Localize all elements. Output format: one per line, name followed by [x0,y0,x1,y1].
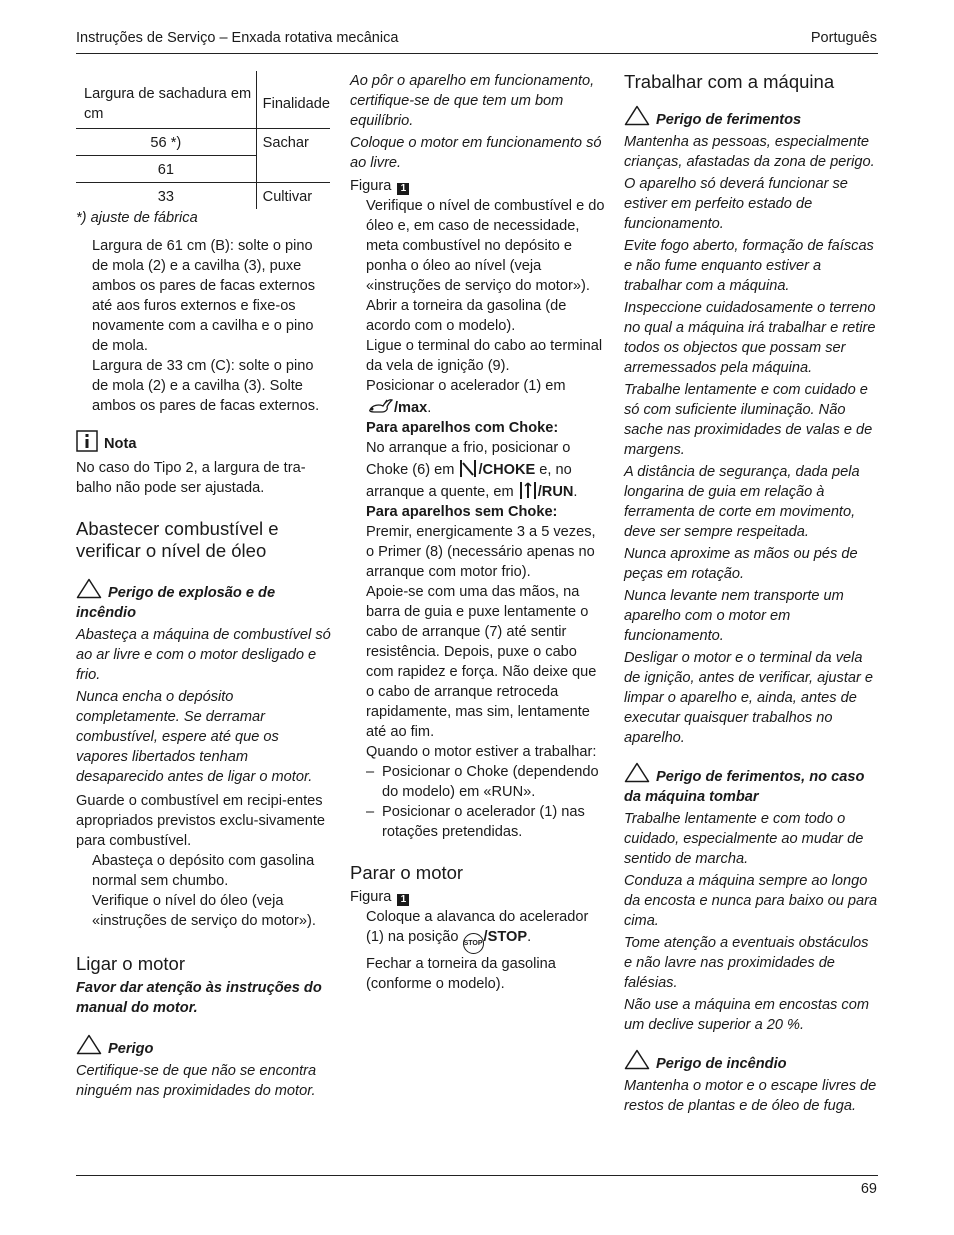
warning-heading [76,578,332,623]
warning-text: Evite fogo aberto, formação de faíscas e não fume enquanto estiver a trabalhar com a máquina. [624,238,874,294]
note-title: Nota [104,436,137,452]
run-word: /RUN [537,484,574,500]
paragraph: Largura de 61 cm (B): solte o pino de mola (2) e a cavilha (3), puxe ambos os pares de facas externos até aos furos externos e fixe-os novamente com a cavilha e o pino de mola. [92,238,316,354]
note-text: No caso do Tipo 2, a largura de tra-balho não pode ser ajustada. [76,460,306,496]
table-header-purpose: Finalidade [256,71,330,128]
warning-text: Conduza a máquina sempre ao longo da encosta e nunca para baixo ou para cima. [624,873,878,929]
warning-triangle-icon [624,1049,650,1070]
figure-number: 1 [397,183,409,195]
table-header-width: Largura de sachadura em cm [76,71,256,128]
figure-ref [350,887,606,907]
italic-text: Ao pôr o aparelho em funcionamento, certifique-se de que tem um bom equilíbrio. [350,73,595,129]
table-cell: 61 [76,155,256,182]
table-cell: Sachar [256,128,330,182]
figure-label: Figura [350,178,392,194]
warning-text: Mantenha o motor e o escape livres de restos de plantas e de óleo de fuga. [624,1078,877,1114]
warning-triangle-icon [624,105,650,126]
header-rule [76,53,878,54]
warning-title: Perigo de incêndio [656,1056,787,1072]
step: Posicionar o acelerador (1) em /max. [366,378,566,416]
warning-heading [624,105,880,130]
choke-icon [458,458,478,478]
paragraph: Guarde o combustível em recipi-entes apropriados previstos exclu-sivamente para combustível. [76,793,326,849]
section-heading-stop: Parar o motor [350,862,464,883]
warning-text: Trabalhe lentamente e com todo o cuidado, especialmente ao mudar de sentido de marcha. [624,811,864,867]
list-item: – Posicionar o Choke (dependendo do modelo) em «RUN». [350,762,606,802]
paragraph: Verifique o nível do óleo (veja «instruções de serviço do motor»). [92,893,316,929]
choke-heading: Para aparelhos com Choke: [366,420,559,436]
warning-heading [624,762,880,807]
note-heading [76,430,332,454]
list-item: – Posicionar o acelerador (1) nas rotações pretendidas. [350,802,606,842]
step-text: Posicionar o acelerador (1) em [366,378,566,394]
start-note: Favor dar atenção às instruções do manual do motor. [76,980,322,1016]
table-cell: 56 *) [76,128,256,155]
section-heading-fuel: Abastecer combustível e verificar o nível de óleo [76,518,279,561]
max-label: /max [394,400,428,416]
info-icon [76,430,98,452]
figure-number: 1 [397,894,409,906]
table-cell: 33 [157,188,174,205]
choke-word: /CHOKE [478,462,536,478]
nochoke-heading: Para aparelhos sem Choke: [366,504,558,520]
warning-text: Nunca levante nem transporte um aparelho com o motor em funcionamento. [624,588,844,644]
warning-text: Nunca aproxime as mãos ou pés de peças em rotação. [624,546,858,582]
section-heading-work: Trabalhar com a máquina [624,71,835,92]
list-item-text: Posicionar o Choke (dependendo do modelo) em «RUN». [382,764,599,800]
nochoke-text: Premir, energicamente 3 a 5 vezes, o Primer (8) (necessário apenas no arranque com motor frio). [366,524,596,580]
warning-text: Certifique-se de que não se encontra ninguém nas proximidades do motor. [76,1063,317,1099]
warning-text: Nunca encha o depósito completamente. Se derramar combustível, espere até que os vapores libertados tenham desaparecido antes de ligar o motor. [76,689,313,785]
column-3 [624,71,880,1116]
warning-heading [624,1049,880,1074]
warning-triangle-icon [624,762,650,783]
step: Quando o motor estiver a trabalhar: [366,744,597,760]
warning-heading [76,1034,332,1059]
paragraph: Largura de 33 cm (C): solte o pino de mola (2) e a cavilha (3). Solte ambos os pares de facas externos. [92,358,320,414]
list-item-text: Posicionar o acelerador (1) nas rotações pretendidas. [382,804,585,840]
column-2 [350,71,606,994]
column-1 [76,71,332,1101]
width-table [76,71,330,209]
stop-icon: STOP [463,933,484,954]
page-number: 69 [860,1181,877,1197]
warning-text: Não use a máquina em encostas com um declive superior a 20 %. [624,997,869,1033]
warning-title: Perigo de ferimentos, no caso da máquina tombar [624,769,865,805]
table-cell: Cultivar [256,182,330,209]
step: Coloque a alavanca do acelerador (1) na posição STOP/STOP. [350,907,606,954]
warning-title: Perigo de explosão e de incêndio [76,585,276,621]
warning-triangle-icon [76,1034,102,1055]
warning-text: O aparelho só deverá funcionar se estiver em perfeito estado de funcionamento. [624,176,848,232]
step: Apoie-se com uma das mãos, na barra de guia e puxe lentamente o cabo de arranque (7) até sentir resistência. Depois, puxe o cabo com rapidez e força. Não deixe que o cabo de arranque retroceda rapidamente, mas sim, lentamente até ao fim. [366,584,597,740]
warning-text: Trabalhe lentamente e com cuidado e só com suficiente iluminação. Não sache nas proximidades de valas e de margens. [624,382,873,458]
warning-text: Desligar o motor e o terminal da vela de ignição, antes de verificar, ajustar e limpar o aparelho e, ainda, antes de executar quaisquer trabalhos no aparelho. [624,650,874,746]
paragraph: Abasteça o depósito com gasolina normal sem chumbo. [92,853,315,889]
warning-text: Inspeccione cuidadosamente o terreno no qual a máquina irá trabalhar e retire todos os objectos que possam ser arremessados pela máquina. [624,300,876,376]
step: Ligue o terminal do cabo ao terminal da vela de ignição (9). [366,338,603,374]
warning-text: A distância de segurança, dada pela longarina de guia em relação à ferramenta de corte em movimento, deve ser sempre respeitada. [624,464,860,540]
language-label: Português [810,30,877,46]
rabbit-icon [366,396,394,416]
figure-label: Figura [350,889,392,905]
stop-word: /STOP [483,929,528,945]
section-heading-start: Ligar o motor [76,953,185,974]
warning-triangle-icon [76,578,102,599]
step: Fechar a torneira da gasolina (conforme o modelo). [366,956,556,992]
step-text: Coloque a alavanca do acelerador (1) na posição [366,909,589,945]
choke-text-b: e, no arranque a quente, em [366,462,572,500]
warning-list [624,809,880,1035]
warning-text: Abasteça a máquina de combustível só ao ar livre e com o motor desligado e frio. [76,627,331,683]
choke-text: No arranque a frio, posicionar o Choke (6) em /CHOKE e, no arranque a quente, em /RUN. [366,440,578,500]
step: Abrir a torneira da gasolina (de acordo com o modelo). [366,298,567,334]
warning-title: Perigo [108,1041,154,1057]
run-icon [518,480,538,500]
document-title: Instruções de Serviço – Enxada rotativa mecânica [76,30,399,46]
table-footnote: *) ajuste de fábrica [76,210,198,226]
warning-list [624,132,880,748]
warning-text: Mantenha as pessoas, especialmente crianças, afastadas da zona de perigo. [624,134,875,170]
figure-ref [350,176,606,196]
warning-title: Perigo de ferimentos [656,112,802,128]
warning-text: Tome atenção a eventuais obstáculos e não lavre nas proximidades de falésias. [624,935,869,991]
warning-list [624,1076,880,1116]
footer-rule [76,1175,878,1176]
italic-text: Coloque o motor em funcionamento só ao livre. [350,135,602,171]
choke-text-a: No arranque a frio, posicionar o Choke (6) em [366,440,571,478]
step: Verifique o nível de combustível e do óleo e, em caso de necessidade, meta combustível no depósito e ponha o óleo ao nível (veja «instruções de serviço do motor»). [366,198,605,294]
